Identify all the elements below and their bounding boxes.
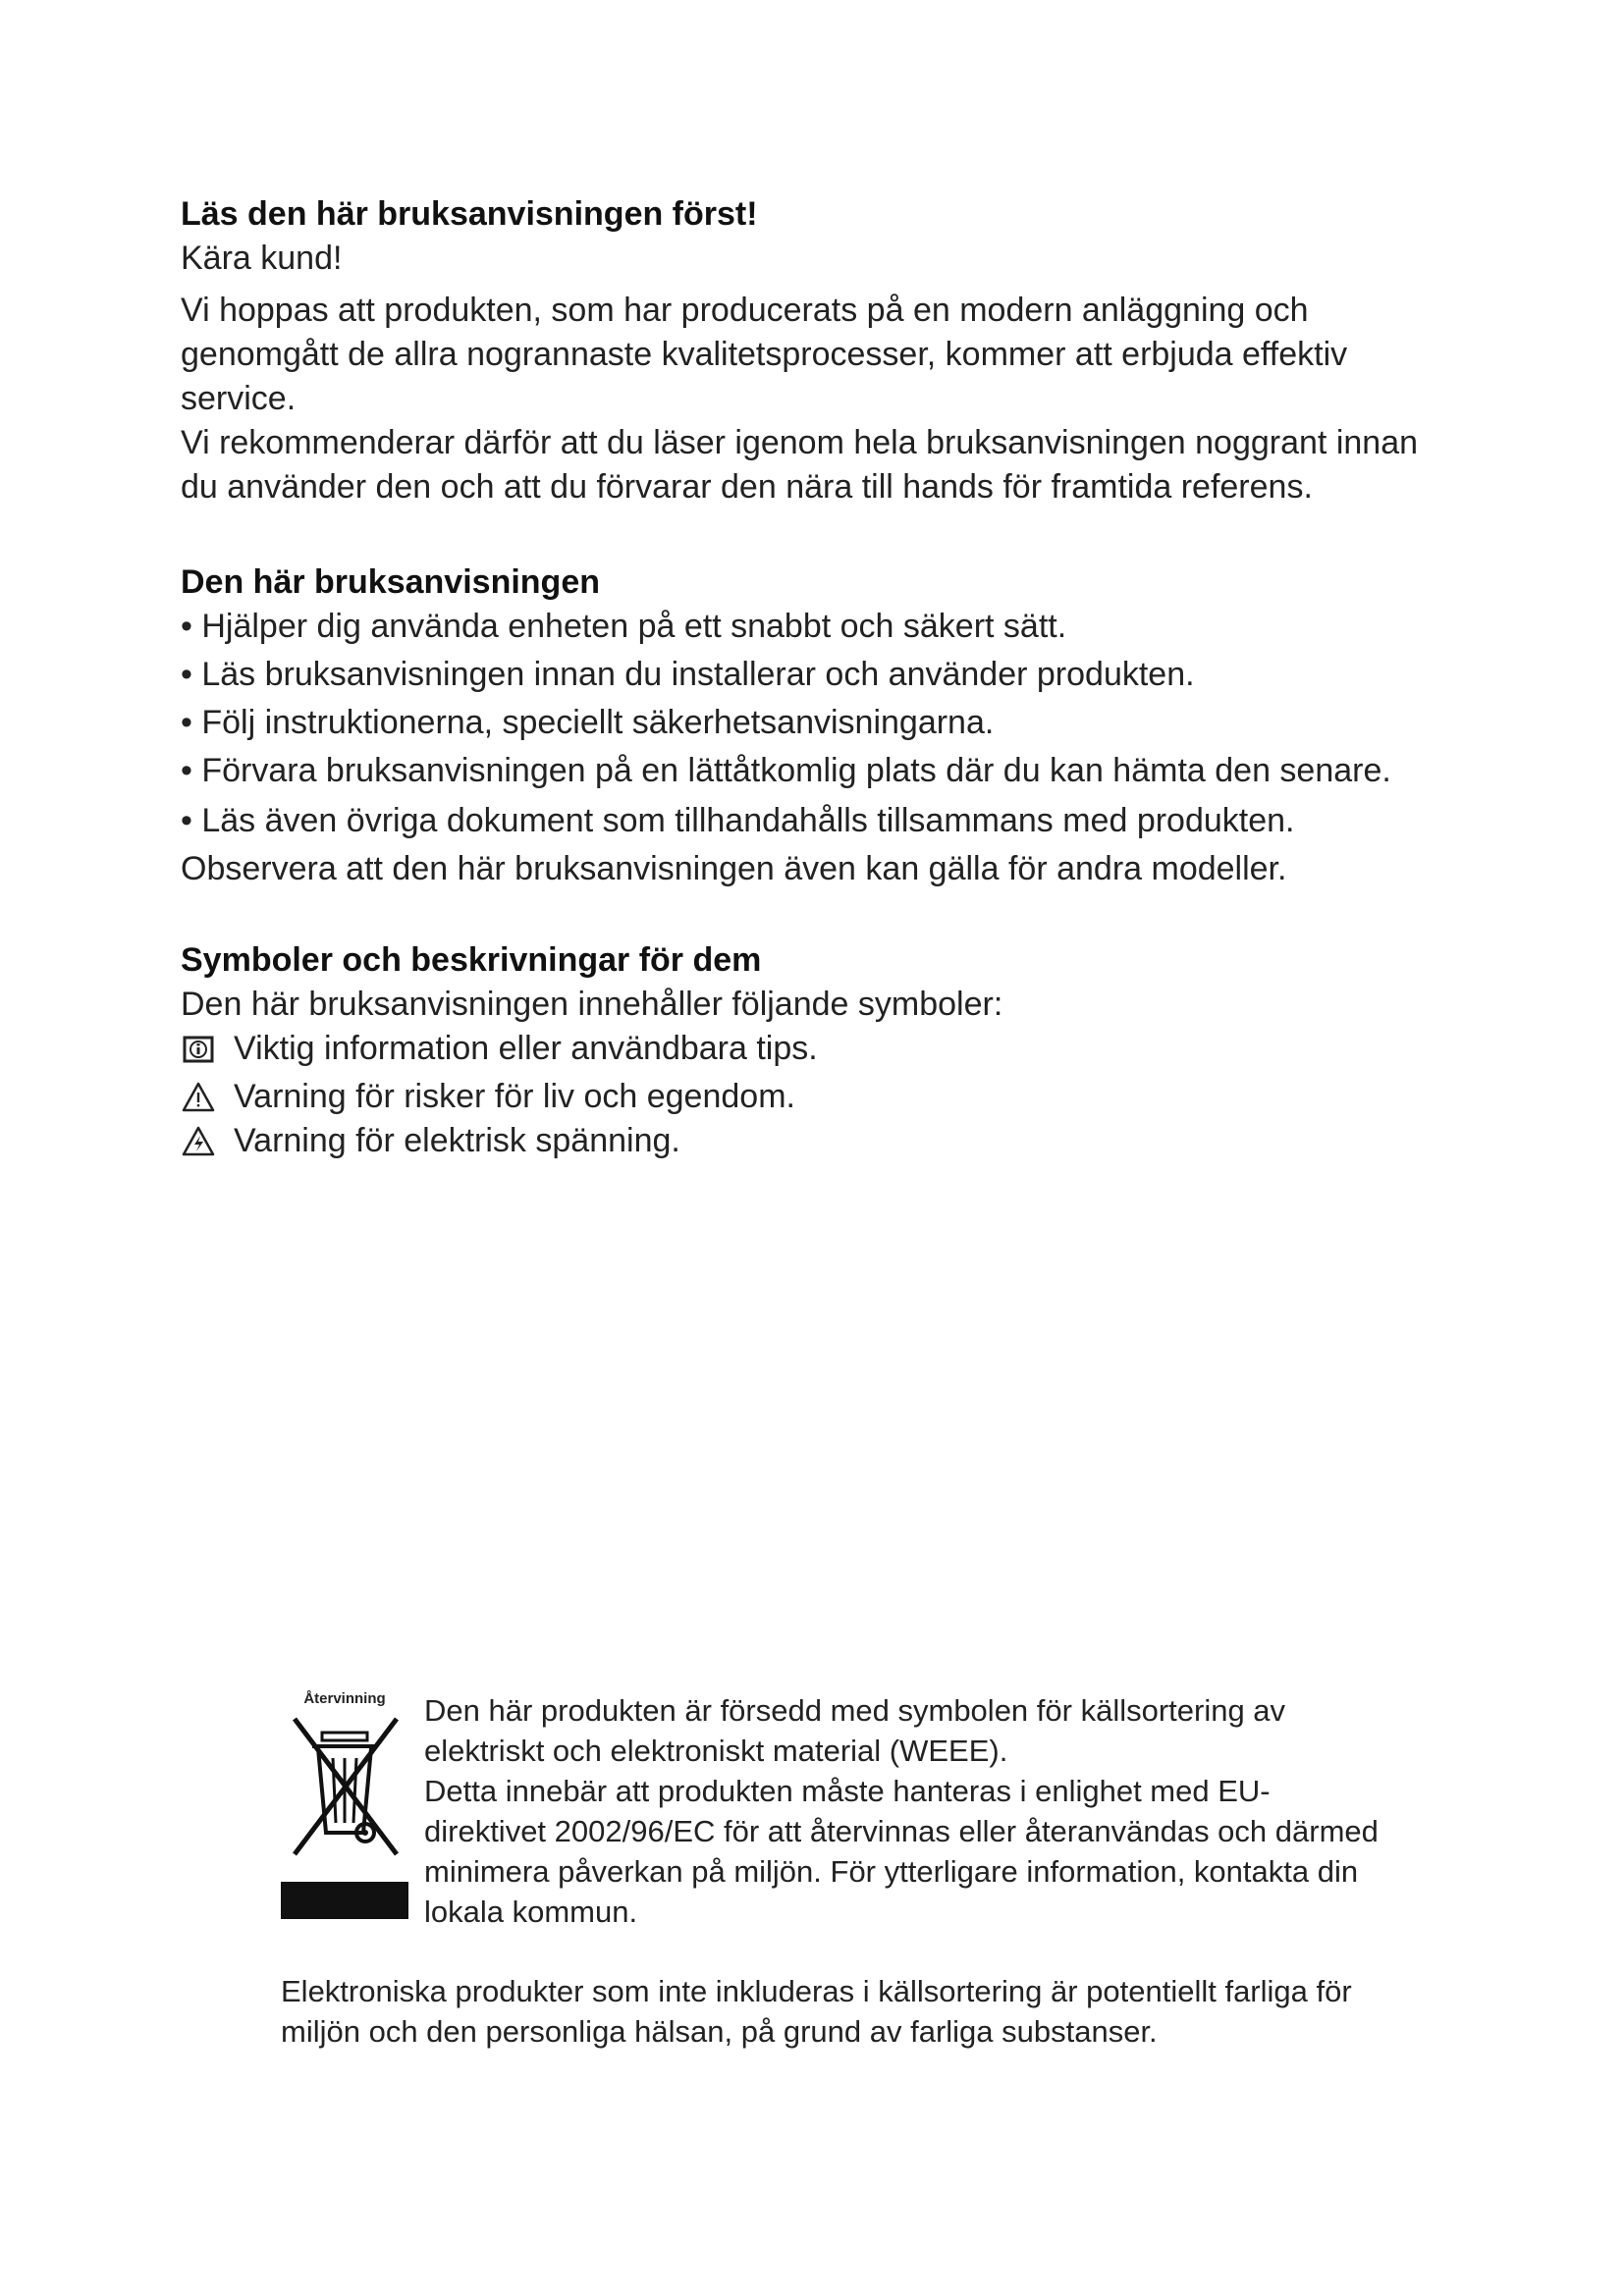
bullet-item: • Hjälper dig använda enheten på ett snabbt och säkert sätt. (181, 608, 1067, 645)
symbol-text: Viktig information eller användbara tips. (234, 1030, 818, 1067)
greeting: Kära kund! (181, 240, 343, 277)
symbol-text: Varning för elektrisk spänning. (234, 1122, 680, 1159)
manual-section (181, 561, 1457, 891)
manual-heading: Den här bruksanvisningen (181, 563, 600, 601)
weee-logo (281, 1690, 408, 1932)
manual-note: Observera att den här bruksanvisningen även kan gälla för andra modeller. (181, 850, 1287, 887)
symbol-row-electric (181, 1119, 1457, 1163)
main-content (181, 192, 1457, 1163)
info-icon (181, 1032, 216, 1067)
weee-paragraph-2: Detta innebär att produkten måste hanteras i enlighet med EU-direktivet 2002/96/EC för att återvinnas eller återanvändas och därmed minimera påverkan på miljön. För ytterligare information, kontakta din lokala kommun. (424, 1774, 1379, 1929)
bullet-item: • Läs bruksanvisningen innan du installerar och använder produkten. (181, 656, 1195, 693)
symbols-intro: Den här bruksanvisningen innehåller följande symboler: (181, 986, 1003, 1023)
crossed-bin-icon (281, 1707, 408, 1923)
weee-logo-label: Återvinning (303, 1690, 386, 1707)
bullet-item: • Följ instruktionerna, speciellt säkerhetsanvisningarna. (181, 704, 995, 741)
weee-description (424, 1690, 1380, 1932)
symbol-text: Varning för risker för liv och egendom. (234, 1078, 795, 1115)
electric-warning-icon (181, 1124, 216, 1159)
weee-bottom-note: Elektroniska produkter som inte inkluderas i källsortering är potentiellt farliga för miljön och den personliga hälsan, på grund av farliga substanser. (281, 1974, 1352, 2049)
bullet-item: • Förvara bruksanvisningen på en lättåtkomlig plats där du kan hämta den senare. (181, 752, 1391, 789)
intro-section (181, 192, 1457, 509)
intro-paragraph-1: Vi hoppas att produkten, som har producerats på en modern anläggning och genomgått de allra nogrannaste kvalitetsprocesser, kommer att erbjuda effektiv service. (181, 292, 1348, 417)
symbol-row-info (181, 1027, 1457, 1071)
weee-paragraph-1: Den här produkten är försedd med symbolen för källsortering av elektriskt och elektroniskt material (WEEE). (424, 1693, 1286, 1768)
intro-heading: Läs den här bruksanvisningen först! (181, 195, 758, 233)
symbols-section (181, 938, 1457, 1163)
warning-triangle-icon (181, 1080, 216, 1115)
bullet-item: • Läs även övriga dokument som tillhandahålls tillsammans med produkten. (181, 802, 1295, 839)
intro-paragraph-2: Vi rekommenderar därför att du läser igenom hela bruksanvisningen noggrant innan du använder den och att du förvarar den nära till hands för framtida referens. (181, 424, 1419, 506)
weee-section (281, 1690, 1380, 2082)
symbols-heading: Symboler och beskrivningar för dem (181, 941, 762, 979)
symbol-row-warning (181, 1075, 1457, 1119)
